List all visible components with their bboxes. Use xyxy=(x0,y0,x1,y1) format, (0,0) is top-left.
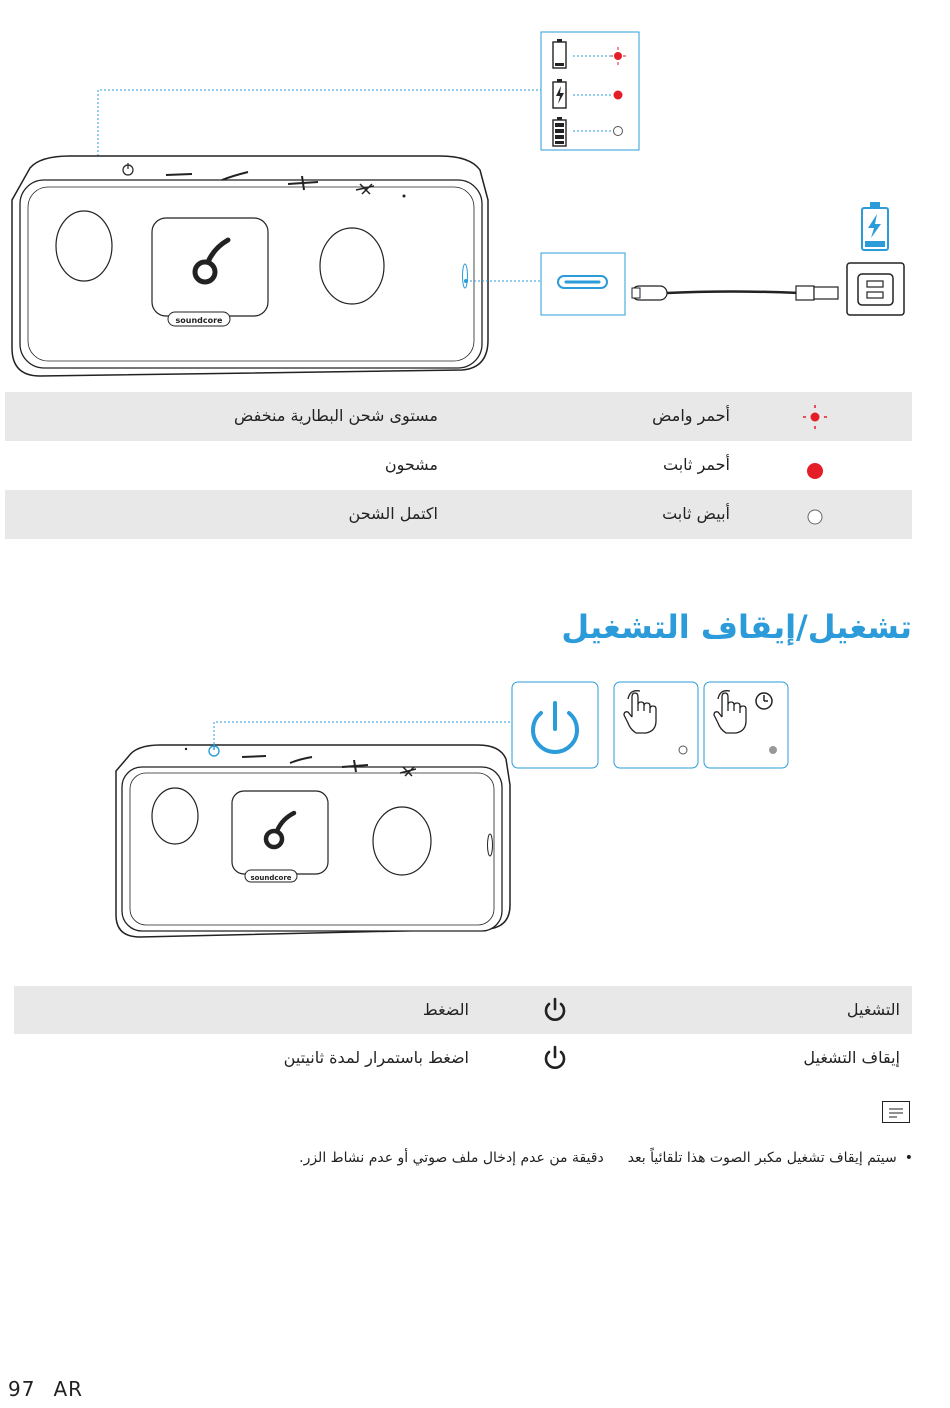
charging-diagram xyxy=(0,0,950,385)
note-text-part1: سيتم إيقاف تشغيل مكبر الصوت هذا تلقائياً بعد xyxy=(627,1150,897,1166)
led-state: أحمر وامض xyxy=(652,406,730,425)
power-label: التشغيل xyxy=(846,1000,900,1019)
red-flashing-led-icon xyxy=(795,402,835,432)
led-description: اكتمل الشحن xyxy=(348,504,438,523)
note-bullet: • xyxy=(904,1150,913,1166)
note-text-part2: دقيقة من عدم إدخال ملف صوتي أو عدم نشاط الزر. xyxy=(299,1150,604,1166)
led-state: أبيض ثابت xyxy=(662,504,730,523)
speaker-illustration xyxy=(12,156,488,376)
table-row xyxy=(5,441,912,490)
charging-status-table xyxy=(5,392,912,539)
red-solid-led-icon xyxy=(795,451,835,481)
power-icon xyxy=(541,996,569,1024)
table-row xyxy=(5,392,912,441)
led-description: مشحون xyxy=(384,455,438,474)
page-number: 97 xyxy=(8,1377,36,1401)
led-description: مستوى شحن البطارية منخفض xyxy=(234,406,438,425)
table-row xyxy=(5,490,912,539)
clock-icon xyxy=(756,693,772,709)
brand-label: soundcore xyxy=(175,316,223,325)
power-diagram xyxy=(0,675,950,945)
power-table xyxy=(14,986,912,1082)
language-code: AR xyxy=(53,1377,84,1401)
charging-battery-icon xyxy=(862,202,888,250)
power-icon xyxy=(541,1044,569,1072)
brand-label: soundcore xyxy=(250,874,292,882)
white-solid-led-icon xyxy=(795,500,835,530)
page-footer xyxy=(8,1377,101,1401)
speaker-illustration xyxy=(116,744,510,937)
power-action: اضغط باستمرار لمدة ثانيتين xyxy=(283,1048,469,1067)
power-label: إيقاف التشغيل xyxy=(803,1048,900,1067)
power-action: الضغط xyxy=(422,1000,469,1019)
auto-off-note xyxy=(299,1150,913,1166)
led-state: أحمر ثابت xyxy=(663,455,730,474)
note-icon xyxy=(882,1101,910,1123)
section-title: تشغيل/إيقاف التشغيل xyxy=(561,608,912,646)
table-row xyxy=(14,986,912,1034)
table-row xyxy=(14,1034,912,1082)
